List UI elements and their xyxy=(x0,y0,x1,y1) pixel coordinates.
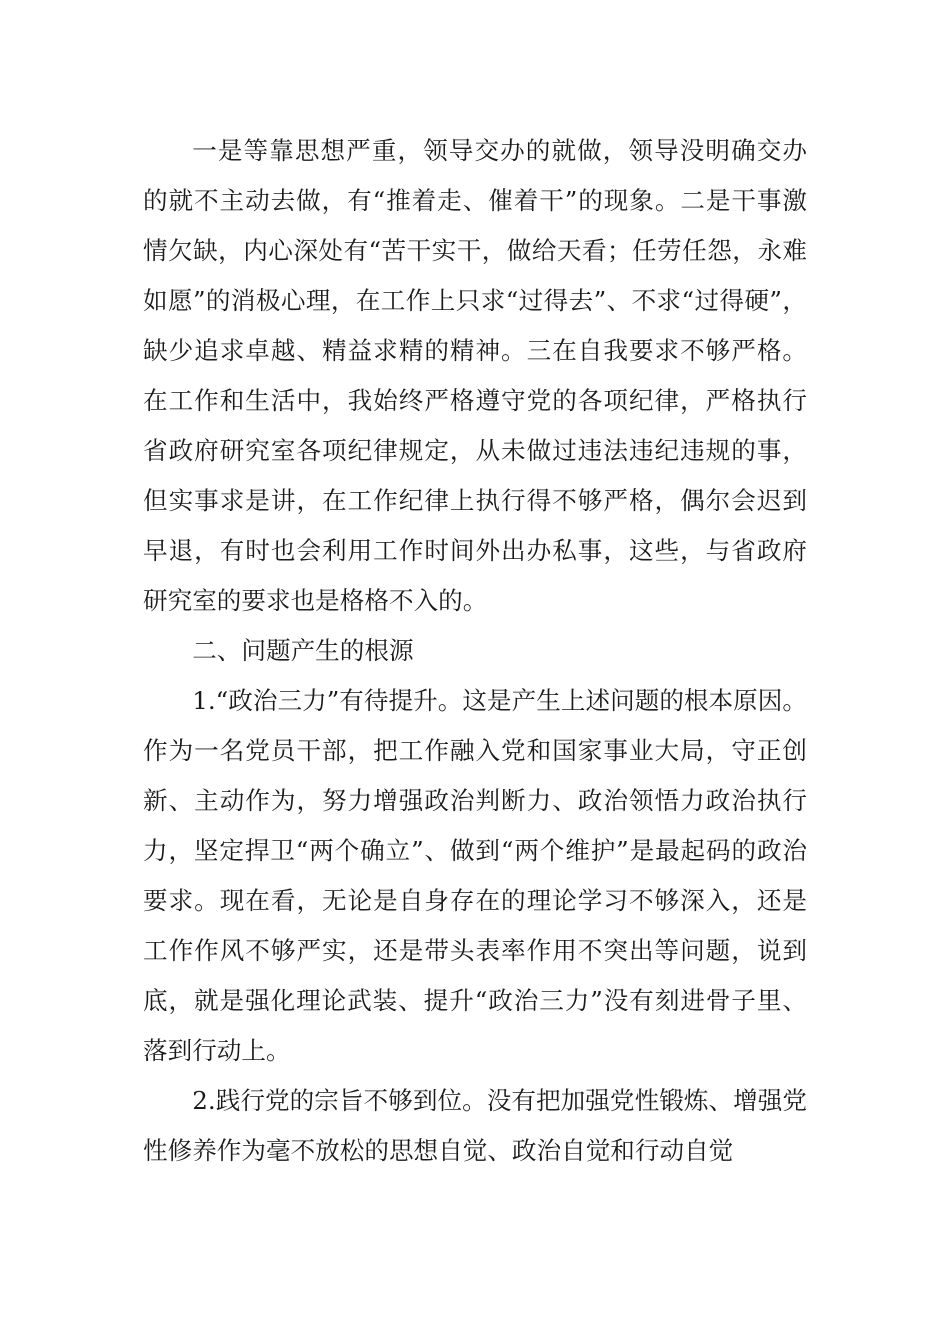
section-heading-root-causes: 二、问题产生的根源 xyxy=(192,636,414,665)
document-body xyxy=(143,126,807,1176)
paragraph-party-purpose: 2.践行党的宗旨不够到位。没有把加强党性锻炼、增强党性修养作为毫不放松的思想自觉、政治自觉和行动自觉 xyxy=(143,1086,807,1165)
paragraph-work-attitude: 一是等靠思想严重，领导交办的就做，领导没明确交办的就不主动去做，有“推着走、催着干”的现象。二是干事激情欠缺，内心深处有“苦干实干，做给天看；任劳任怨，永难如愿”的消极心理，在工作上只求“过得去”、不求“过得硬”，缺少追求卓越、精益求精的精神。三在自我要求不够严格。在工作和生活中，我始终严格遵守党的各项纪律，严格执行省政府研究室各项纪律规定，从未做过违法违纪违规的事，但实事求是讲，在工作纪律上执行得不够严格，偶尔会迟到早退，有时也会利用工作时间外出办私事，这些，与省政府研究室的要求也是格格不入的。 xyxy=(143,136,807,615)
paragraph-political-capacity: 1.“政治三力”有待提升。这是产生上述问题的根本原因。作为一名党员干部，把工作融入党和国家事业大局，守正创新、主动作为，努力增强政治判断力、政治领悟力政治执行力，坚定捍卫“两个确立”、做到“两个维护”是最起码的政治要求。现在看，无论是自身存在的理论学习不够深入，还是工作作风不够严实，还是带头表率作用不突出等问题，说到底，就是强化理论武装、提升“政治三力”没有刻进骨子里、落到行动上。 xyxy=(143,686,807,1065)
